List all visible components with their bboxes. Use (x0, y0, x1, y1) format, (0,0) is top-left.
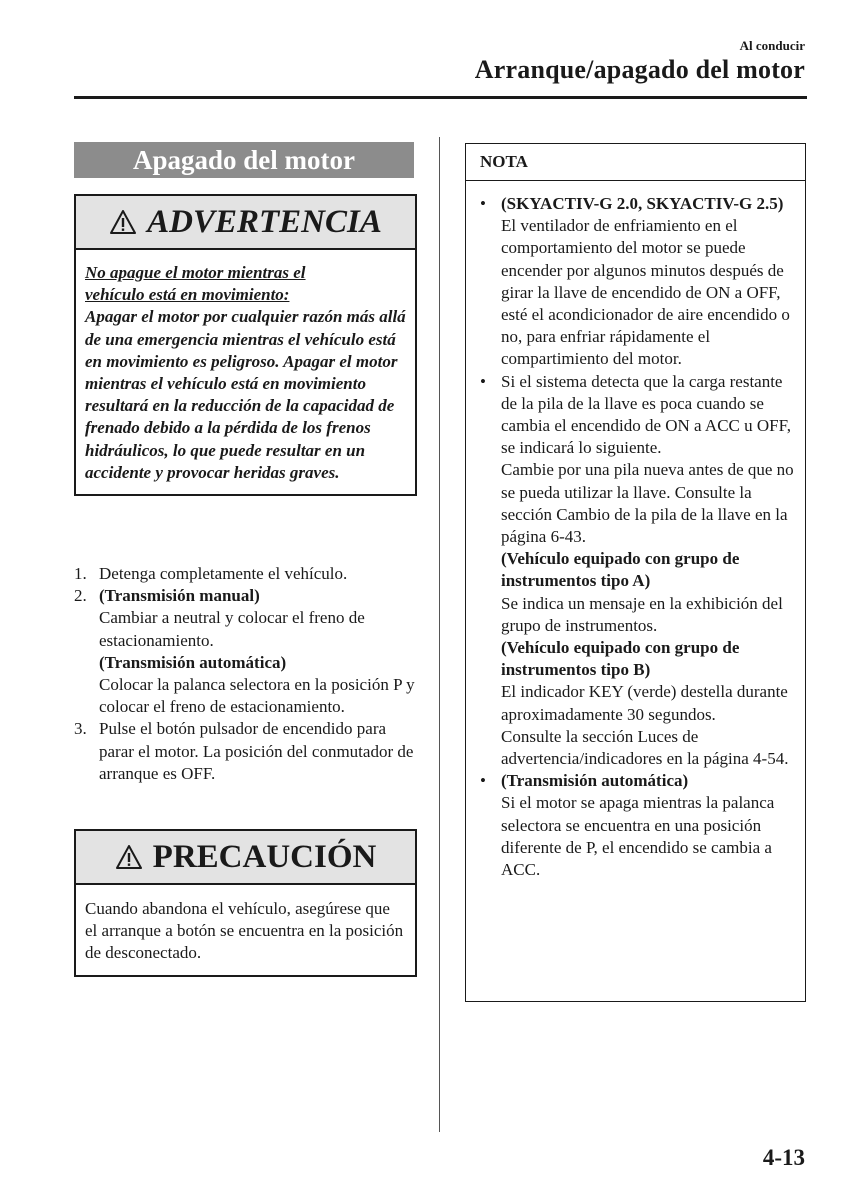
caution-box (74, 829, 417, 977)
bullet-icon: • (480, 194, 486, 213)
step-number: 2. (74, 586, 87, 606)
warning-title: ADVERTENCIA (147, 203, 382, 240)
note-item-text: Si el sistema detecta que la carga restante de la pila de la llave es poca cuando se cambia el encendido de ON a ACC u OFF, se indicará lo siguiente. (501, 371, 791, 458)
step-text: Pulse el botón pulsador de encendido para parar el motor. La posición del conmutador de arranque es OFF. (99, 719, 414, 783)
warning-triangle-icon (115, 844, 143, 870)
running-header-section: Al conducir (739, 38, 805, 53)
note-item-text: Consulte la sección Luces de advertencia/indicadores en la página 4-54. (501, 726, 789, 769)
column-divider (439, 137, 440, 1132)
page-number: 4-13 (762, 1145, 805, 1170)
note-item-1 (476, 193, 797, 371)
manual-transmission-label: (Transmisión manual) (99, 586, 260, 606)
warning-triangle-icon (109, 209, 137, 235)
warning-body (76, 250, 415, 494)
warning-box (74, 194, 417, 496)
caution-title: PRECAUCIÓN (152, 838, 377, 875)
caution-header (76, 831, 415, 885)
caution-text: Cuando abandona el vehículo, asegúrese que el arranque a botón se encuentra en la posición de desconectado. (85, 899, 404, 963)
note-item-2 (476, 371, 797, 771)
step-text: Detenga completamente el vehículo. (99, 564, 348, 583)
bullet-icon: • (480, 771, 486, 791)
note-item-label: (Vehículo equipado con grupo de instrumentos tipo B) (501, 638, 740, 680)
warning-header (76, 196, 415, 250)
warning-text: Apagar el motor por cualquier razón más allá de una emergencia mientras el vehículo está en movimiento es peligroso. Apagar el motor mientras el vehículo está en movimiento resultará en la reducción de la capacidad de frenado debido a la pérdida de los frenos hidráulicos, lo que puede resultar en un accidente y provocar heridas graves. (85, 307, 406, 482)
page-title: Arranque/apagado del motor (474, 55, 805, 84)
note-item-label: (SKYACTIV-G 2.0, SKYACTIV-G 2.5) (501, 194, 784, 213)
automatic-transmission-text: Colocar la palanca selectora en la posición P y colocar el freno de estacionamiento. (99, 675, 415, 717)
note-item-text: Cambie por una pila nueva antes de que no se pueda utilizar la llave. Consulte la sección Cambio de la pila de la llave en la página 6-43. (501, 460, 794, 547)
warning-lead-line-2: vehículo está en movimiento: (85, 285, 290, 305)
note-item-text: El indicador KEY (verde) destella durante aproximadamente 30 segundos. (501, 682, 788, 724)
step-3 (74, 718, 419, 785)
bullet-icon: • (480, 371, 486, 391)
step-number: 1. (74, 564, 87, 583)
note-item-text: Si el motor se apaga mientras la palanca selectora se encuentra en una posición diferente de P, el encendido se cambia a ACC. (501, 793, 775, 880)
automatic-transmission-label: (Transmisión automática) (99, 652, 287, 672)
note-item-text: El ventilador de enfriamiento en el comportamiento del motor se puede encender por algunos minutos después de girar la llave de encendido de ON a OFF, esté el acondicionador de aire encendido o no, para enfriar rápidamente el compartimiento del motor. (501, 216, 790, 369)
step-1 (74, 563, 419, 585)
note-item-3 (476, 770, 797, 881)
manual-transmission-text: Cambiar a neutral y colocar el freno de estacionamiento. (99, 608, 365, 650)
warning-lead-line-1: No apague el motor mientras el (85, 263, 306, 282)
note-item-text: Se indica un mensaje en la exhibición del grupo de instrumentos. (501, 593, 783, 635)
section-heading: Apagado del motor (74, 142, 414, 178)
procedure-steps (74, 563, 419, 785)
note-item-label: (Vehículo equipado con grupo de instrumentos tipo A) (501, 549, 740, 591)
step-number: 3. (74, 719, 87, 739)
header-rule (74, 96, 807, 99)
note-item-label: (Transmisión automática) (501, 771, 689, 791)
note-body (466, 181, 805, 881)
note-title: NOTA (466, 144, 805, 181)
step-2 (74, 585, 419, 718)
note-box (465, 143, 806, 1002)
